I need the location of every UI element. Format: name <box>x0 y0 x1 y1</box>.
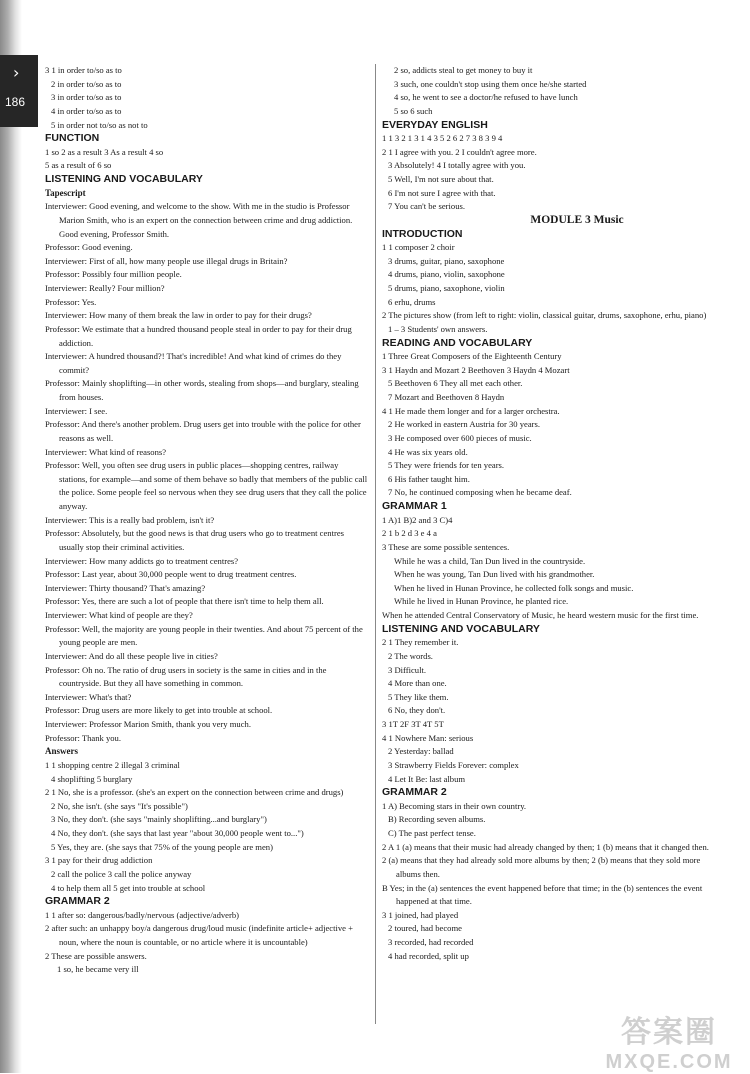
section-heading: Professor: Mainly shoplifting—in other words, stealing from shops—and burglary, stealing from houses. <box>45 378 359 402</box>
text-line: 4 He was six years old. <box>388 446 468 457</box>
section-heading: 2 (a) means that they had already sold more albums by then; 2 (b) means that they sold more albums then. <box>382 855 701 879</box>
text-line: 3 1T 2F 3T 4T 5T <box>382 719 444 729</box>
text-line: 3 recorded, had recorded <box>388 937 474 947</box>
section-heading: Professor: Absolutely, but the good news is that drug users who go to treatment centres usually stop their criminal activities. <box>45 528 344 552</box>
section-heading: Interviewer: Good evening, and welcome to the show. With me in the studio is Professor Marion Smith, who is an expert on the connection between crime and drug addiction. Good evening, Professor Smith. <box>45 201 353 239</box>
text-line: 3 1 Haydn and Mozart 2 Beethoven 3 Haydn 4 Mozart <box>382 364 570 375</box>
text-line: 6 erhu, drums <box>388 296 436 307</box>
text-line: 4 so, he went to see a doctor/he refused to have lunch <box>394 92 578 103</box>
text-line: 3 Strawberry Fields Forever: complex <box>388 759 519 770</box>
text-line: When he lived in Hunan Province, he collected folk songs and music. <box>394 582 634 593</box>
text-line: 4 More than one. <box>388 678 447 689</box>
text-line: 1 so, he became very ill <box>57 964 139 975</box>
section-heading: FUNCTION <box>45 132 100 145</box>
watermark-url: MXQE.COM <box>605 1051 733 1073</box>
section-heading: 2 1 No, she is a professor. (she's an expert on the connection between crime and drugs) <box>45 787 344 798</box>
text-line: 4 in order to/so as to <box>51 105 122 116</box>
text-line: Professor: Good evening. <box>45 242 133 253</box>
text-line: Interviewer: How many addicts go to treatment centres? <box>45 555 239 566</box>
text-line: When he was young, Tan Dun lived with his grandmother. <box>394 569 595 580</box>
section-heading: MODULE 3 Music <box>530 213 624 226</box>
text-line: 7 No, he continued composing when he became deaf. <box>388 487 572 498</box>
text-line: 2 1 They remember it. <box>382 637 459 648</box>
section-heading: GRAMMAR 2 <box>382 786 447 799</box>
text-line: 5 drums, piano, saxophone, violin <box>388 283 505 293</box>
text-line: 2 1 I agree with you. 2 I couldn't agree more. <box>382 146 537 157</box>
text-line: 1 – 3 Students' own answers. <box>388 323 488 334</box>
text-line: 1 A)1 B)2 and 3 C)4 <box>382 514 453 525</box>
section-heading: 2 A 1 (a) means that their music had already changed by then; 1 (b) means that it changed then. <box>382 841 709 852</box>
text-line: Professor: Drug users are more likely to get into trouble at school. <box>45 705 273 716</box>
text-line: 4 No, they don't. (she says that last year "about 30,000 people went to...") <box>51 828 304 838</box>
section-heading: INTRODUCTION <box>382 227 463 240</box>
left-column <box>45 64 368 977</box>
right-column <box>382 64 712 963</box>
section-heading: Professor: Well, the majority are young people in their twenties. And about 75 percent of the young people are men. <box>45 623 363 648</box>
page-tab <box>0 55 38 127</box>
text-line: Professor: Yes. <box>45 296 97 307</box>
text-line: 2 so, addicts steal to get money to buy it <box>394 65 533 75</box>
section-heading: 2 The pictures show (from left to right: violin, classical guitar, drums, saxophone, erhu, piano) <box>382 310 707 321</box>
section-heading: Professor: We estimate that a hundred thousand people steal in order to pay for their drug addiction. <box>45 323 352 348</box>
section-heading: Professor: Oh no. The ratio of drug users in society is the same in cities and in the countryside. But they all have something in common. <box>45 664 327 689</box>
text-line: 7 You can't be serious. <box>388 201 465 212</box>
text-line: 1 1 shopping centre 2 illegal 3 criminal <box>45 759 180 770</box>
text-line: 1 1 after so: dangerous/badly/nervous (adjective/adverb) <box>45 909 240 920</box>
section-heading: GRAMMAR 1 <box>382 500 447 512</box>
section-heading: Professor: Well, you often see drug users in public places—shopping centres, railway stations, for example—and some of them behave so badly that members of the public call the police. Some people feel so nervous when they see drug users that they call the police anyway. <box>45 460 368 511</box>
text-line: 4 to help them all 5 get into trouble at school <box>51 882 206 893</box>
text-line: 5 so 6 such <box>394 105 433 116</box>
section-heading: EVERYDAY ENGLISH <box>382 118 488 131</box>
text-line: Interviewer: What kind of people are they? <box>45 610 193 620</box>
page-number: 186 <box>5 95 26 109</box>
subheading: Tapescript <box>45 187 86 198</box>
text-line: 3 Absolutely! 4 I totally agree with you. <box>388 160 526 171</box>
text-line: 1 1 composer 2 choir <box>382 242 455 253</box>
text-line: 3 1 pay for their drug addiction <box>45 855 153 866</box>
section-heading: LISTENING AND VOCABULARY <box>382 622 540 635</box>
text-line: Interviewer: Thirty thousand? That's amazing? <box>45 582 206 593</box>
text-line: 4 shoplifting 5 burglary <box>51 773 133 784</box>
text-line: 4 drums, piano, violin, saxophone <box>388 269 505 280</box>
watermark-text: 答案圈 <box>621 1016 717 1049</box>
text-line: 3 drums, guitar, piano, saxophone <box>388 255 505 266</box>
text-line: 5 Beethoven 6 They all met each other. <box>388 378 523 389</box>
text-line: Interviewer: Professor Marion Smith, thank you very much. <box>45 719 251 729</box>
text-line: 6 His father taught him. <box>388 473 470 484</box>
text-line: C) The past perfect tense. <box>388 828 476 838</box>
text-line: 3 Difficult. <box>388 664 427 675</box>
text-line: Interviewer: First of all, how many people use illegal drugs in Britain? <box>45 255 288 266</box>
text-line: 2 Yesterday: ballad <box>388 746 454 757</box>
column-divider <box>375 64 376 1024</box>
text-line: 5 They were friends for ten years. <box>388 460 505 471</box>
text-line: Interviewer: This is a really bad problem, isn't it? <box>45 514 215 525</box>
text-line: 5 in order not to/so as not to <box>51 119 148 130</box>
section-heading: Professor: And there's another problem. Drug users get into trouble with the police for other reasons as well. <box>45 419 361 443</box>
text-line: 1 A) Becoming stars in their own country. <box>382 800 527 811</box>
text-line: 3 He composed over 600 pieces of music. <box>388 432 532 443</box>
text-line: 3 1 joined, had played <box>382 909 459 920</box>
text-line: While he lived in Hunan Province, he planted rice. <box>394 596 569 607</box>
text-line: 2 These are possible answers. <box>45 950 147 961</box>
text-line: 4 1 Nowhere Man: serious <box>382 732 474 743</box>
text-line: Interviewer: What's that? <box>45 691 132 702</box>
text-line: 4 had recorded, split up <box>388 950 469 961</box>
text-line: 4 Let It Be: last album <box>388 773 466 784</box>
text-line: 2 The words. <box>388 650 433 661</box>
text-line: 2 1 b 2 d 3 e 4 a <box>382 528 437 539</box>
chevron-right-icon: › <box>13 63 20 82</box>
text-line: Professor: Possibly four million people. <box>45 269 182 280</box>
text-line: 5 Well, I'm not sure about that. <box>388 174 494 184</box>
text-line: 3 in order to/so as to <box>51 92 122 103</box>
section-heading: READING AND VOCABULARY <box>382 336 533 349</box>
text-line: Professor: Thank you. <box>45 732 121 743</box>
text-line: 1 so 2 as a result 3 As a result 4 so <box>45 146 164 157</box>
text-line: 5 as a result of 6 so <box>45 160 112 171</box>
text-line: Interviewer: I see. <box>45 405 108 416</box>
text-line: Interviewer: How many of them break the law in order to pay for their drugs? <box>45 310 312 321</box>
section-heading: Professor: Yes, there are such a lot of people that there isn't time to help them all. <box>45 596 324 607</box>
section-heading: 2 after such: an unhappy boy/a dangerous drug/loud music (indefinite article+ adjective + noun, where the noun is countable, or no article where it is uncountable) <box>45 923 353 947</box>
text-line: 2 in order to/so as to <box>51 78 122 89</box>
text-line: Interviewer: What kind of reasons? <box>45 446 167 457</box>
text-line: 2 call the police 3 call the police anyway <box>51 868 192 879</box>
section-heading: LISTENING AND VOCABULARY <box>45 173 203 185</box>
text-line: 6 No, they don't. <box>388 705 446 716</box>
text-line: 2 No, she isn't. (she says "It's possible") <box>51 800 188 811</box>
text-line: 5 They like them. <box>388 691 449 702</box>
text-line: 1 Three Great Composers of the Eighteenth Century <box>382 351 562 362</box>
watermark-logo <box>594 1007 744 1073</box>
text-line: Interviewer: Really? Four million? <box>45 283 165 293</box>
section-heading: B Yes; in the (a) sentences the event happened before that time; in the (b) sentences the event happened at that time. <box>382 882 703 907</box>
section-heading: GRAMMAR 2 <box>45 895 110 908</box>
text-line: 2 He worked in eastern Austria for 30 years. <box>388 419 541 430</box>
text-line: 6 I'm not sure I agree with that. <box>388 187 496 198</box>
text-line: B) Recording seven albums. <box>388 814 486 825</box>
text-line: 7 Mozart and Beethoven 8 Haydn <box>388 392 505 402</box>
text-line: Interviewer: And do all these people live in cities? <box>45 650 218 661</box>
text-line: 1 1 3 2 1 3 1 4 3 5 2 6 2 7 3 8 3 9 4 <box>382 133 503 144</box>
text-line: 5 Yes, they are. (she says that 75% of the young people are men) <box>51 841 273 852</box>
text-line: 3 1 in order to/so as to <box>45 65 122 75</box>
text-line: While he was a child, Tan Dun lived in the countryside. <box>394 555 586 566</box>
section-heading: Interviewer: A hundred thousand?! That's incredible! And what kind of crimes do they commit? <box>45 351 342 375</box>
text-line: 4 1 He made them longer and for a larger orchestra. <box>382 405 560 416</box>
text-line: Professor: Last year, about 30,000 people went to drug treatment centres. <box>45 569 297 580</box>
section-heading: When he attended Central Conservatory of Music, he heard western music for the first time. <box>382 610 699 620</box>
subheading: Answers <box>45 746 78 757</box>
page-edge-shadow <box>0 0 22 1073</box>
text-line: 3 No, they don't. (she says "mainly shoplifting...and burglary") <box>51 814 267 825</box>
text-line: 3 These are some possible sentences. <box>382 541 510 552</box>
text-line: 3 such, one couldn't stop using them once he/she started <box>394 78 587 89</box>
text-line: 2 toured, had become <box>388 923 462 934</box>
